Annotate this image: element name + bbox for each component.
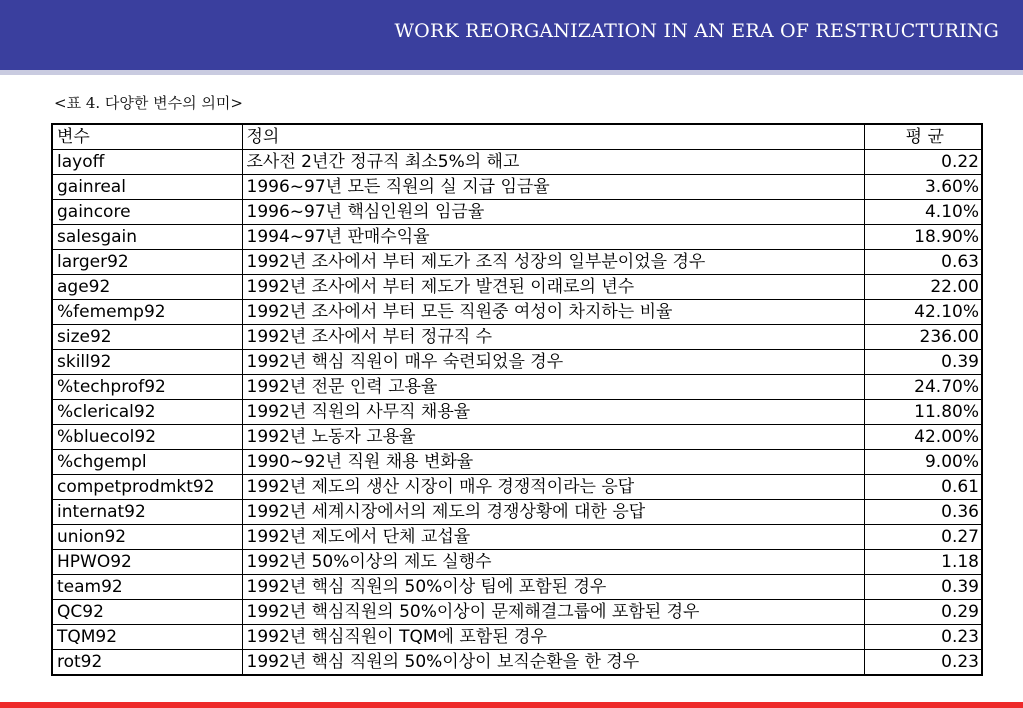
mean-cell: 0.23 <box>864 625 982 650</box>
column-header-definition: 정의 <box>242 124 864 150</box>
table-row <box>52 325 982 350</box>
table-row <box>52 650 982 676</box>
definition-cell: 1990~92년 직원 채용 변화율 <box>242 450 864 475</box>
variable-cell: layoff <box>52 150 242 175</box>
definition-cell: 1996~97년 핵심인원의 임금율 <box>242 200 864 225</box>
definition-cell: 조사전 2년간 정규직 최소5%의 해고 <box>242 150 864 175</box>
mean-cell: 9.00% <box>864 450 982 475</box>
title-banner <box>0 0 1023 70</box>
variable-cell: larger92 <box>52 250 242 275</box>
table-row <box>52 625 982 650</box>
mean-cell: 0.23 <box>864 650 982 676</box>
mean-cell: 22.00 <box>864 275 982 300</box>
table-row <box>52 600 982 625</box>
definition-cell: 1992년 제도에서 단체 교섭율 <box>242 525 864 550</box>
variable-cell: salesgain <box>52 225 242 250</box>
variable-cell: gainreal <box>52 175 242 200</box>
table-row <box>52 275 982 300</box>
mean-cell: 0.29 <box>864 600 982 625</box>
definition-cell: 1992년 조사에서 부터 모든 직원중 여성이 차지하는 비율 <box>242 300 864 325</box>
table-row <box>52 475 982 500</box>
mean-cell: 11.80% <box>864 400 982 425</box>
table-row <box>52 250 982 275</box>
variable-cell: union92 <box>52 525 242 550</box>
definition-cell: 1992년 노동자 고용율 <box>242 425 864 450</box>
table-body <box>52 150 982 676</box>
table-row <box>52 375 982 400</box>
column-header-mean: 평 균 <box>864 124 982 150</box>
table-header-row <box>52 124 982 150</box>
mean-cell: 0.27 <box>864 525 982 550</box>
definition-cell: 1994~97년 판매수익율 <box>242 225 864 250</box>
variables-table <box>51 123 983 676</box>
mean-cell: 0.22 <box>864 150 982 175</box>
variable-cell: %clerical92 <box>52 400 242 425</box>
mean-cell: 4.10% <box>864 200 982 225</box>
mean-cell: 1.18 <box>864 550 982 575</box>
table-row <box>52 175 982 200</box>
definition-cell: 1992년 핵심 직원이 매우 숙련되었을 경우 <box>242 350 864 375</box>
definition-cell: 1992년 제도의 생산 시장이 매우 경쟁적이라는 응답 <box>242 475 864 500</box>
variable-cell: age92 <box>52 275 242 300</box>
table-row <box>52 350 982 375</box>
mean-cell: 42.00% <box>864 425 982 450</box>
variable-cell: skill92 <box>52 350 242 375</box>
table-row <box>52 425 982 450</box>
mean-cell: 0.39 <box>864 350 982 375</box>
column-header-variable: 변수 <box>52 124 242 150</box>
variable-cell: HPWO92 <box>52 550 242 575</box>
variable-cell: internat92 <box>52 500 242 525</box>
variable-cell: %techprof92 <box>52 375 242 400</box>
footer-bar <box>0 702 1023 708</box>
definition-cell: 1992년 조사에서 부터 정규직 수 <box>242 325 864 350</box>
definition-cell: 1992년 직원의 사무직 채용율 <box>242 400 864 425</box>
definition-cell: 1992년 조사에서 부터 제도가 조직 성장의 일부분이었을 경우 <box>242 250 864 275</box>
mean-cell: 18.90% <box>864 225 982 250</box>
definition-cell: 1996~97년 모든 직원의 실 지급 임금율 <box>242 175 864 200</box>
definition-cell: 1992년 50%이상의 제도 실행수 <box>242 550 864 575</box>
variable-cell: TQM92 <box>52 625 242 650</box>
mean-cell: 0.39 <box>864 575 982 600</box>
variable-cell: rot92 <box>52 650 242 676</box>
mean-cell: 0.63 <box>864 250 982 275</box>
mean-cell: 24.70% <box>864 375 982 400</box>
definition-cell: 1992년 전문 인력 고용율 <box>242 375 864 400</box>
table-row <box>52 575 982 600</box>
banner-shadow-strip <box>0 70 1023 75</box>
banner-title: WORK REORGANIZATION IN AN ERA OF RESTRUCTURING <box>394 20 999 42</box>
mean-cell: 3.60% <box>864 175 982 200</box>
table-row <box>52 225 982 250</box>
variable-cell: team92 <box>52 575 242 600</box>
variable-cell: gaincore <box>52 200 242 225</box>
definition-cell: 1992년 핵심직원이 TQM에 포함된 경우 <box>242 625 864 650</box>
table-row <box>52 150 982 175</box>
mean-cell: 0.61 <box>864 475 982 500</box>
variable-cell: QC92 <box>52 600 242 625</box>
variable-cell: %bluecol92 <box>52 425 242 450</box>
table-caption: <표 4. 다양한 변수의 의미> <box>54 94 243 112</box>
table-row <box>52 525 982 550</box>
table-row <box>52 200 982 225</box>
table-row <box>52 300 982 325</box>
variable-cell: %fememp92 <box>52 300 242 325</box>
variable-cell: %chgempl <box>52 450 242 475</box>
definition-cell: 1992년 핵심 직원의 50%이상 팀에 포함된 경우 <box>242 575 864 600</box>
mean-cell: 236.00 <box>864 325 982 350</box>
variable-cell: size92 <box>52 325 242 350</box>
table-row <box>52 550 982 575</box>
table-row <box>52 450 982 475</box>
definition-cell: 1992년 핵심직원의 50%이상이 문제해결그룹에 포함된 경우 <box>242 600 864 625</box>
definition-cell: 1992년 조사에서 부터 제도가 발견된 이래로의 년수 <box>242 275 864 300</box>
variable-cell: competprodmkt92 <box>52 475 242 500</box>
table-row <box>52 500 982 525</box>
definition-cell: 1992년 핵심 직원의 50%이상이 보직순환을 한 경우 <box>242 650 864 676</box>
definition-cell: 1992년 세계시장에서의 제도의 경쟁상황에 대한 응답 <box>242 500 864 525</box>
mean-cell: 42.10% <box>864 300 982 325</box>
table-row <box>52 400 982 425</box>
mean-cell: 0.36 <box>864 500 982 525</box>
